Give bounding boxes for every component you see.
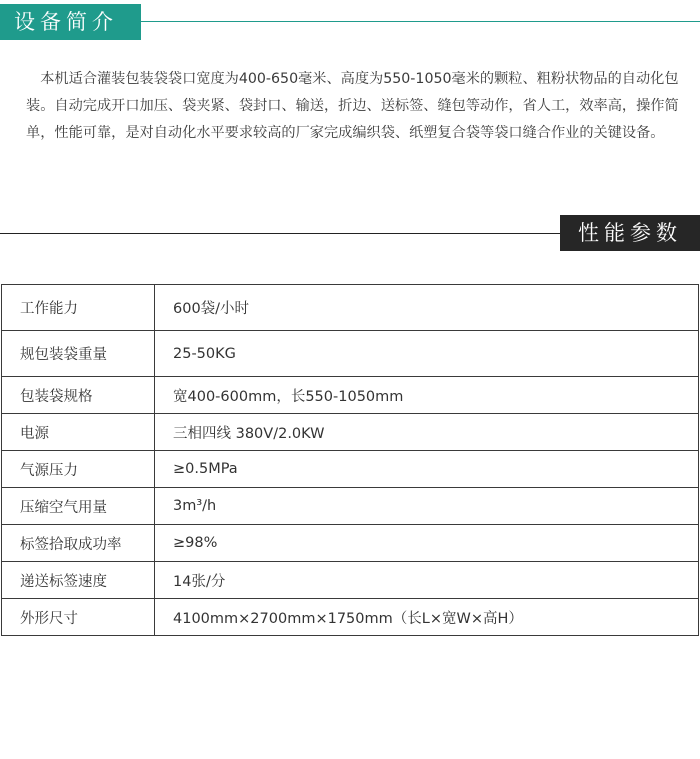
intro-heading-rule xyxy=(141,21,700,22)
spec-row-air-consumption xyxy=(2,488,699,525)
spec-row-label-pick-rate xyxy=(2,525,699,562)
spec-value: ≥98% xyxy=(155,525,699,562)
spec-label: 包装袋规格 xyxy=(2,377,155,414)
intro-paragraph: 本机适合灌装包装袋袋口宽度为400-650毫米、高度为550-1050毫米的颗粒、粗粉状物品的自动化包装。自动完成开口加压、袋夹紧、袋封口、输送，折边、送标签、缝包等动作，省人工，效率高，操作简单，性能可靠，是对自动化水平要求较高的厂家完成编织袋、纸塑复合袋等袋口缝合作业的关键设备。 xyxy=(26,71,679,141)
spec-row-air-pressure xyxy=(2,451,699,488)
spec-label: 工作能力 xyxy=(2,285,155,331)
spec-value: 3m³/h xyxy=(155,488,699,525)
spec-label: 标签拾取成功率 xyxy=(2,525,155,562)
spec-row-power xyxy=(2,414,699,451)
spec-label: 递送标签速度 xyxy=(2,562,155,599)
spec-label: 气源压力 xyxy=(2,451,155,488)
spec-value: 宽400-600mm，长550-1050mm xyxy=(155,377,699,414)
spec-row-label-speed xyxy=(2,562,699,599)
spec-row-capacity xyxy=(2,285,699,331)
specs-heading: 性能参数 xyxy=(560,215,700,251)
specs-heading-rule xyxy=(0,233,560,234)
spec-row-bag-weight xyxy=(2,331,699,377)
spec-label: 压缩空气用量 xyxy=(2,488,155,525)
spec-row-bag-size xyxy=(2,377,699,414)
spec-label: 外形尺寸 xyxy=(2,599,155,636)
spec-table xyxy=(1,284,699,636)
spec-value: 三相四线 380V/2.0KW xyxy=(155,414,699,451)
spec-value: 4100mm×2700mm×1750mm（长L×宽W×高H） xyxy=(155,599,699,636)
intro-section-header xyxy=(0,4,700,40)
spec-row-dimensions xyxy=(2,599,699,636)
intro-heading: 设备简介 xyxy=(0,4,141,40)
spec-value: 14张/分 xyxy=(155,562,699,599)
spec-value: 600袋/小时 xyxy=(155,285,699,331)
spec-label: 电源 xyxy=(2,414,155,451)
spec-label: 规包装袋重量 xyxy=(2,331,155,377)
spec-value: ≥0.5MPa xyxy=(155,451,699,488)
specs-section-header xyxy=(0,215,700,251)
spec-value: 25-50KG xyxy=(155,331,699,377)
